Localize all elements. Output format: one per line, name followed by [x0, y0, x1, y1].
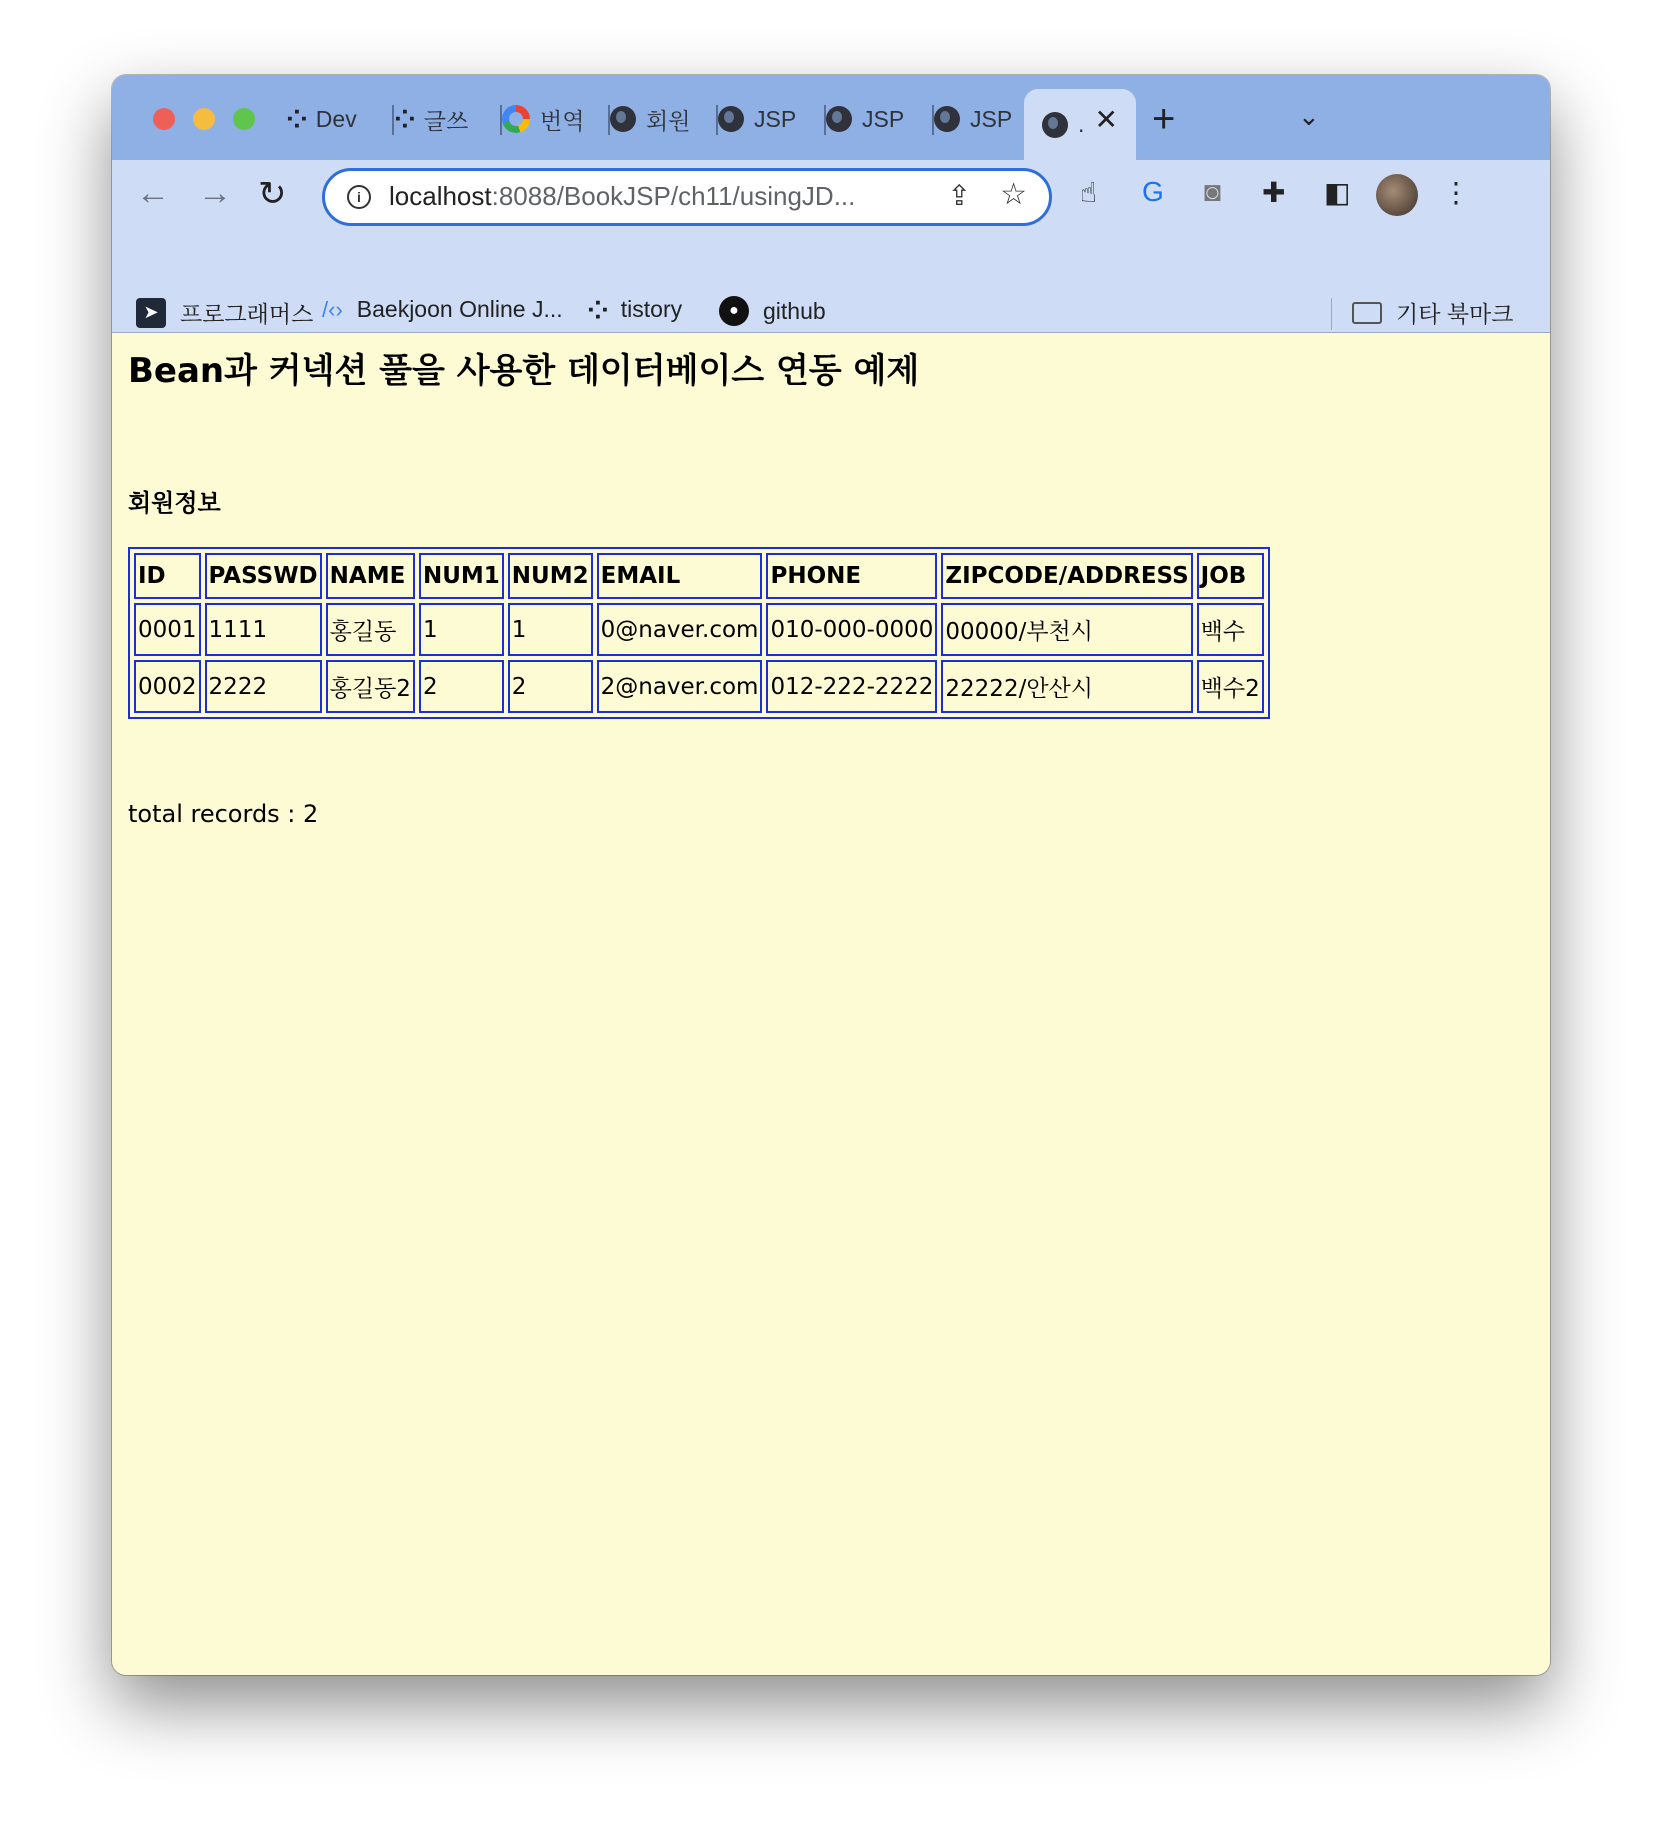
tab-active[interactable] [1024, 89, 1136, 160]
table-cell: 010-000-0000 [766, 603, 937, 656]
table-cell: 2@naver.com [597, 660, 763, 713]
table-cell: 012-222-2222 [766, 660, 937, 713]
side-panel-icon[interactable]: ◧ [1324, 177, 1351, 208]
extension-touch-icon[interactable]: ☝ [1080, 177, 1098, 208]
bookmark-github[interactable]: ● github [719, 296, 826, 326]
camera-icon[interactable]: ◙ [1204, 176, 1221, 207]
table-cell: 백수 [1197, 603, 1264, 656]
table-cell: 1 [419, 603, 504, 656]
code-icon: /‹› [322, 296, 343, 322]
google-icon [502, 105, 530, 133]
share-icon[interactable]: ⇪ [947, 180, 971, 211]
column-header: NUM2 [508, 553, 593, 599]
bookmark-programmers[interactable]: ➤ 프로그래머스 [136, 296, 313, 329]
table-cell: 1 [508, 603, 593, 656]
total-records: total records : 2 [128, 800, 319, 828]
page-title: Bean과 커넥션 풀을 사용한 데이터베이스 연동 예제 [128, 351, 920, 391]
globe-icon [826, 106, 852, 132]
table-cell: 2 [419, 660, 504, 713]
column-header: NAME [326, 553, 415, 599]
table-cell: 1111 [205, 603, 322, 656]
column-header: PASSWD [205, 553, 322, 599]
tab-label: 회원 [646, 107, 691, 134]
tab-label: JSP [970, 105, 1013, 132]
url-text[interactable]: localhost:8088/BookJSP/ch11/usingJD... [389, 181, 856, 211]
bookmark-tistory[interactable]: ⁘ tistory [587, 294, 683, 325]
reload-button[interactable]: ↻ [258, 175, 287, 213]
new-tab-button[interactable]: + [1152, 97, 1176, 141]
tab-label: . [1078, 111, 1085, 137]
members-table [128, 547, 1270, 719]
tab-label: JSP [754, 105, 797, 132]
table-cell: 홍길동2 [326, 660, 415, 713]
extensions-puzzle-icon[interactable]: ✚ [1262, 177, 1286, 208]
bookmark-star-icon[interactable]: ☆ [1000, 178, 1027, 211]
tab-label: 글쓰 [423, 107, 469, 134]
bookmark-baekjoon[interactable]: /‹› Baekjoon Online J... [322, 296, 563, 322]
programmers-icon: ➤ [136, 298, 166, 328]
column-header: JOB [1197, 553, 1264, 599]
site-info-icon[interactable]: i [347, 185, 371, 209]
tistory-icon: ⁘ [587, 294, 607, 325]
table-cell: 0@naver.com [597, 603, 763, 656]
google-translate-icon[interactable]: G [1142, 176, 1164, 207]
tistory-icon: ⁘ [286, 104, 306, 134]
table-cell: 0001 [134, 603, 201, 656]
address-bar[interactable] [322, 168, 1052, 226]
table-row [134, 603, 1264, 656]
table-cell: 2 [508, 660, 593, 713]
column-header: PHONE [766, 553, 937, 599]
globe-icon [1042, 112, 1068, 138]
table-cell: 홍길동 [326, 603, 415, 656]
other-bookmarks[interactable]: 기타 북마크 [1352, 296, 1513, 329]
tab-strip [112, 75, 1550, 160]
minimize-window-button[interactable] [193, 108, 215, 130]
table-cell: 0002 [134, 660, 201, 713]
column-header: NUM1 [419, 553, 504, 599]
column-header: ID [134, 553, 201, 599]
table-cell: 2222 [205, 660, 322, 713]
tab-label: Dev [315, 105, 357, 132]
page-content [112, 333, 1550, 1675]
table-row [134, 660, 1264, 713]
table-cell: 백수2 [1197, 660, 1264, 713]
tab-label: 번역 [540, 107, 585, 134]
table-cell: 22222/안산시 [941, 660, 1192, 713]
tab-search-icon[interactable]: ⌄ [1298, 101, 1320, 131]
zoom-window-button[interactable] [233, 108, 255, 130]
more-menu-icon[interactable]: ⋮ [1442, 177, 1470, 208]
close-tab-icon[interactable]: ✕ [1094, 104, 1118, 135]
browser-window [112, 75, 1550, 1675]
back-button[interactable]: ← [136, 174, 170, 212]
column-header: EMAIL [597, 553, 763, 599]
globe-icon [718, 106, 744, 132]
forward-button[interactable]: → [198, 174, 232, 212]
profile-avatar[interactable] [1376, 174, 1418, 216]
bookmarks-divider [1331, 298, 1332, 330]
folder-icon [1352, 302, 1382, 324]
section-heading: 회원정보 [128, 489, 221, 517]
github-icon: ● [719, 296, 749, 326]
table-cell: 00000/부천시 [941, 603, 1192, 656]
tab-label: JSP [862, 105, 905, 132]
close-window-button[interactable] [153, 108, 175, 130]
globe-icon [934, 106, 960, 132]
toolbar [112, 160, 1550, 333]
table-header-row [134, 553, 1264, 599]
tistory-icon: ⁘ [394, 104, 414, 134]
column-header: ZIPCODE/ADDRESS [941, 553, 1192, 599]
globe-icon [610, 106, 636, 132]
